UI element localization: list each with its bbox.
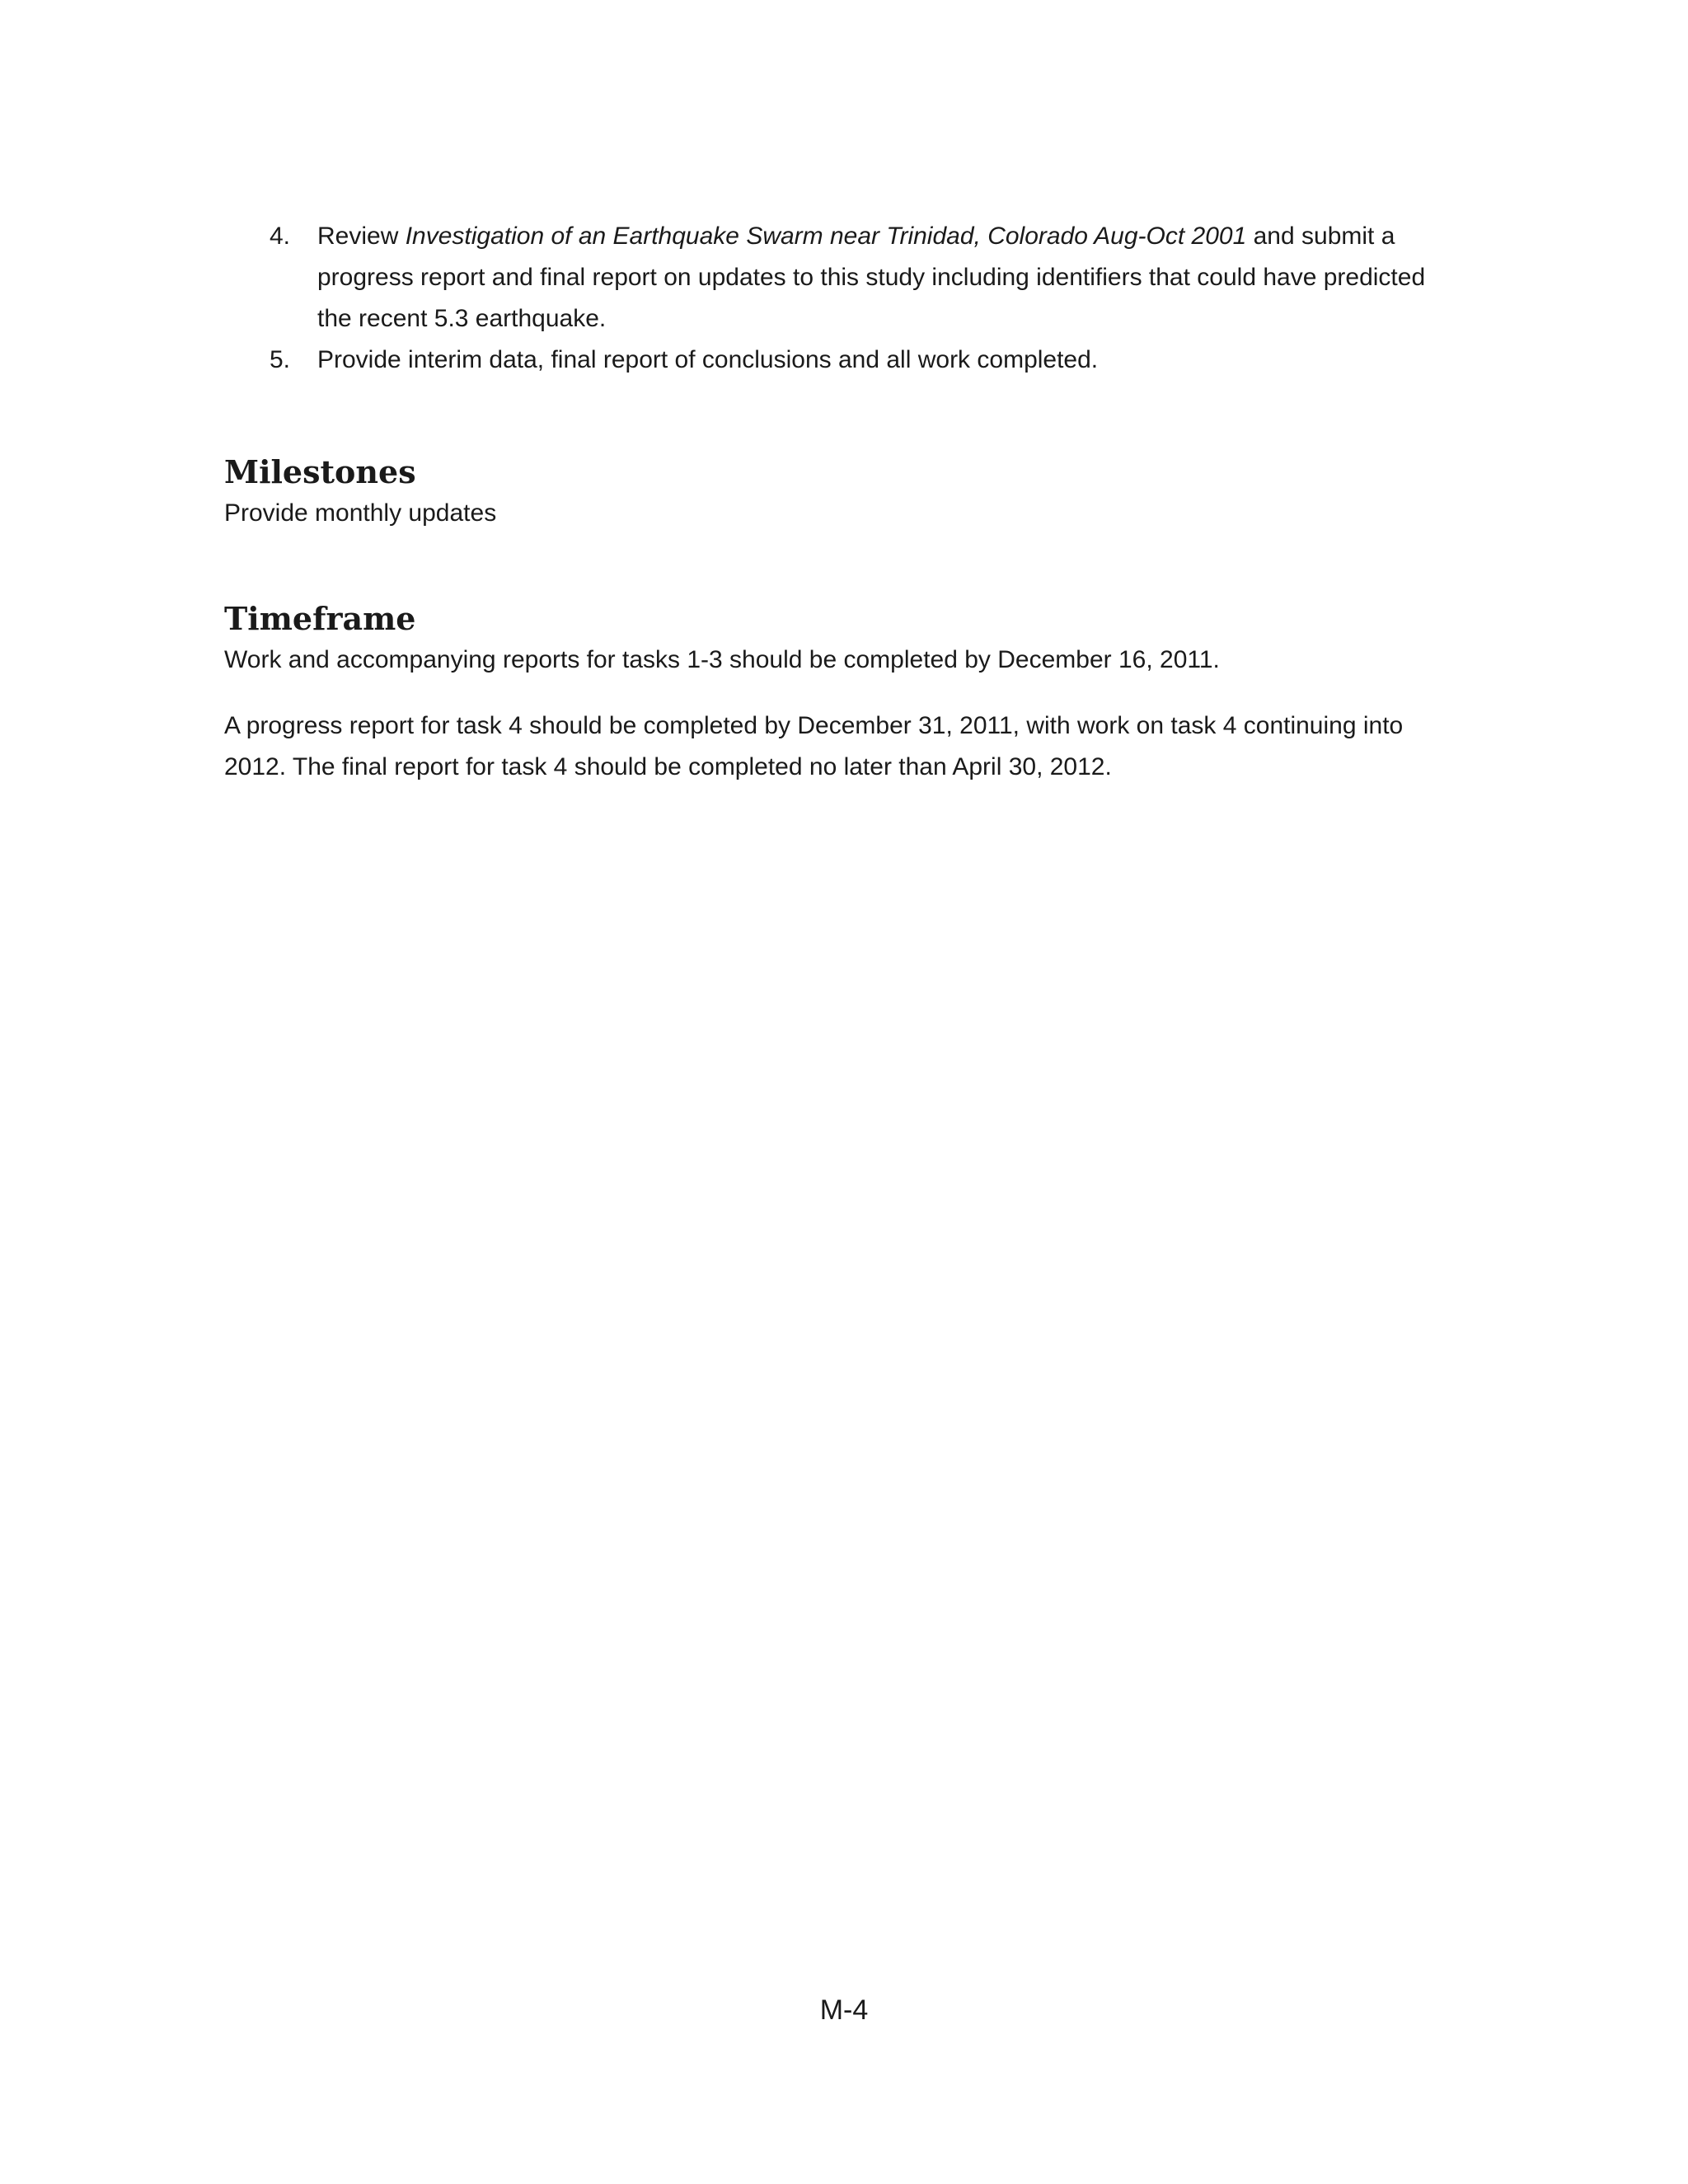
task-item-4 (224, 216, 1461, 340)
task-text-suffix: and submit a progress report and final report on updates to this study including identifiers that could have predicted the recent 5.3 earthquake. (317, 223, 1426, 332)
milestones-section (224, 452, 1461, 534)
study-title: Investigation of an Earthquake Swarm near Trinidad, Colorado Aug-Oct 2001 (405, 223, 1247, 250)
page-content (224, 216, 1461, 788)
task-number: 5. (270, 346, 291, 373)
task-number: 4. (270, 223, 291, 250)
timeframe-paragraph-1: Work and accompanying reports for tasks 1-3 should be completed by December 16, 2011. (224, 646, 1220, 673)
task-text: Provide interim data, final report of conclusions and all work completed. (317, 346, 1099, 373)
milestones-heading: Milestones (224, 453, 416, 490)
page-number: M-4 (819, 1994, 869, 2026)
timeframe-paragraph-2: A progress report for task 4 should be completed by December 31, 2011, with work on task 4 continuing into 2012. The final report for task 4 should be completed no later than April 30, 2012. (224, 712, 1404, 780)
timeframe-heading: Timeframe (224, 600, 416, 637)
task-text-prefix: Review (317, 223, 406, 250)
milestones-text: Provide monthly updates (224, 499, 497, 527)
timeframe-section (224, 598, 1461, 788)
task-list (224, 216, 1461, 381)
task-item-5 (224, 340, 1461, 381)
